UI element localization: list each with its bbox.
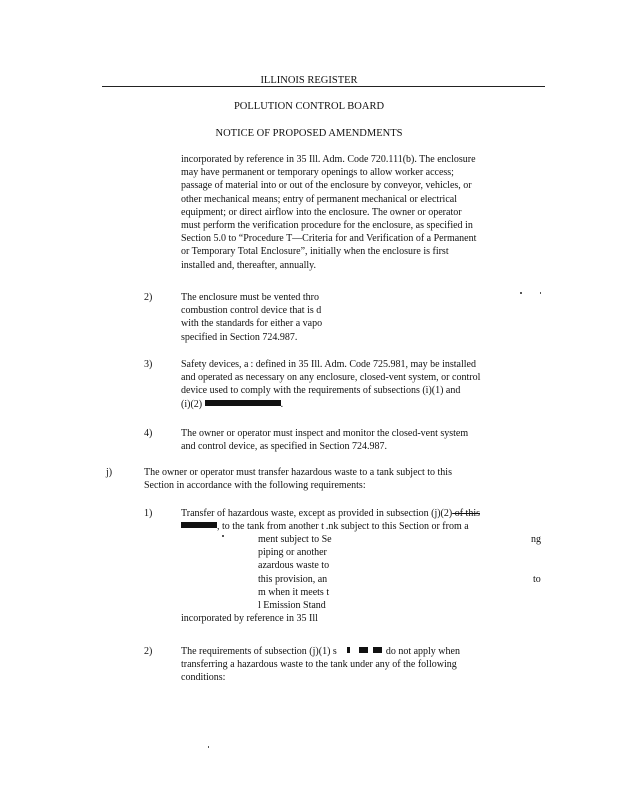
j1-fragment: this provision, an [258, 573, 328, 585]
item-4-line: and control device, as specified in Section 724.987. [181, 441, 388, 453]
item-2-line: combustion control device that is d [181, 305, 322, 317]
item-2-line: specified in Section 724.987. [181, 331, 298, 343]
j1-fragment: m when it meets t [258, 586, 330, 598]
redaction-mark [347, 647, 350, 653]
scan-speck [222, 535, 224, 537]
j1-fragment: azardous waste to [258, 560, 330, 572]
intro-paragraph [181, 153, 476, 272]
j2-number: 2) [144, 646, 153, 657]
item-2-text [181, 291, 322, 344]
item-3-line-4 [181, 398, 480, 411]
j1-fragment: ment subject to Se [258, 534, 332, 545]
intro-line: incorporated by reference in 35 Ill. Adm. Code 720.111(b). The enclosure [181, 154, 476, 165]
j1-fragment: l Emission Stand [258, 600, 326, 612]
scan-speck [540, 292, 541, 294]
notice-title: NOTICE OF PROPOSED AMENDMENTS [215, 128, 403, 139]
j1-fragments [258, 533, 332, 612]
item-3-line: and operated as necessary on any enclosure, closed-vent system, or control [181, 372, 481, 384]
item-4-text [181, 427, 468, 453]
section-j-text [144, 466, 452, 492]
j1-number: 1) [144, 508, 153, 519]
board-title: POLLUTION CONTROL BOARD [233, 101, 385, 112]
j2-line: conditions: [181, 672, 226, 684]
item-3-line: device used to comply with the requirements of subsections (i)(1) and [181, 385, 461, 397]
j2-line: transferring a hazardous waste to the tank under any of the following [181, 659, 457, 671]
item-3-period: . [280, 398, 284, 410]
redaction-mark [359, 647, 368, 653]
item-2-line: with the standards for either a vapo [181, 318, 323, 330]
j2-text [181, 645, 460, 685]
intro-line: other mechanical means; entry of permanent mechanical or electrical [181, 193, 457, 205]
intro-line: may have permanent or temporary openings to allow worker access; [181, 167, 454, 179]
intro-line: installed and, thereafter, annually. [181, 259, 317, 271]
j1-right-fragment: to [533, 574, 541, 585]
scan-speck [208, 746, 209, 748]
item-4-number: 4) [144, 428, 153, 439]
section-j-label: j) [106, 467, 113, 478]
item-3-ref: (i)(2) [181, 398, 203, 410]
item-3-line: Safety devices, a : defined in 35 Ill. Adm. Code 725.981, may be installed [181, 359, 476, 370]
redaction-mark [373, 647, 382, 653]
section-j-line: The owner or operator must transfer hazardous waste to a tank subject to this [144, 467, 452, 478]
j1-line-1 [181, 507, 480, 520]
j1-right-fragment: ng [531, 534, 541, 545]
item-2-number: 2) [144, 292, 153, 303]
item-2-line: The enclosure must be vented thro [181, 292, 320, 303]
j1-fragment: piping or another [258, 547, 327, 559]
j1-struck-text: of this [452, 508, 480, 519]
redaction-mark [181, 522, 217, 528]
j2-mark: s [332, 646, 337, 657]
j1-line-2-text: , to the tank from another t .nk subject to this Section or from a [217, 521, 469, 533]
scan-speck [520, 292, 522, 294]
redaction-mark [205, 400, 281, 406]
intro-line: passage of material into or out of the enclosure by conveyor, vehicles, or [181, 180, 472, 192]
intro-line: equipment; or direct airflow into the enclosure. The owner or operator [181, 206, 462, 218]
register-title: ILLINOIS REGISTER [260, 75, 358, 86]
j1-line-2 [181, 520, 480, 533]
section-j-line: Section in accordance with the following requirements: [144, 480, 366, 492]
j1-line-1-text: Transfer of hazardous waste, except as provided in subsection (j)(2) [181, 508, 453, 519]
intro-line: Section 5.0 to “Procedure T—Criteria for and Verification of a Permanent [181, 233, 477, 245]
j2-line-1 [181, 645, 460, 658]
item-3-text [181, 358, 480, 411]
j2-line-1-text: The requirements of subsection (j)(1) [181, 646, 331, 657]
intro-line: or Temporary Total Enclosure”, initially when the enclosure is first [181, 246, 449, 258]
item-4-line: The owner or operator must inspect and monitor the closed-vent system [181, 428, 469, 439]
intro-line: must perform the verification procedure for the enclosure, as specified in [181, 220, 473, 232]
j1-last-line: incorporated by reference in 35 Ill [181, 613, 318, 624]
j2-line-1-end: do not apply when [385, 646, 460, 657]
j1-text [181, 507, 480, 533]
header-rule [102, 86, 545, 87]
item-3-number: 3) [144, 359, 153, 370]
